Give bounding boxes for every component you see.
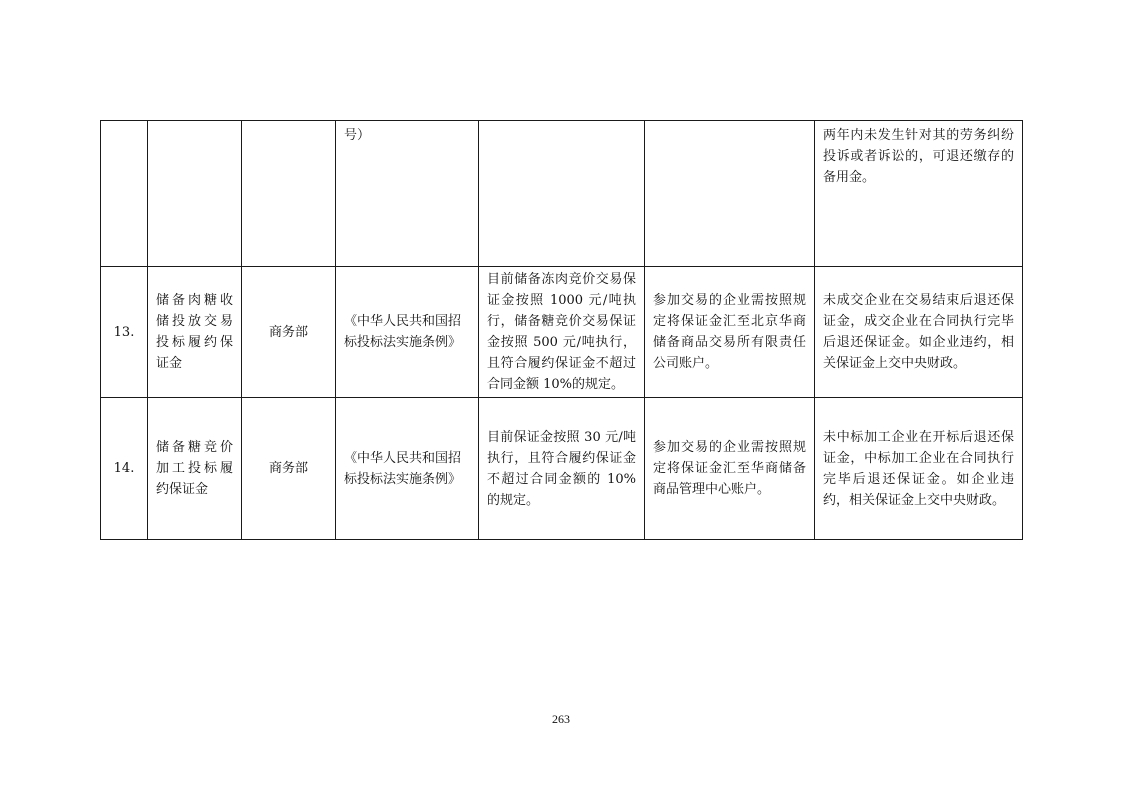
cell-method (645, 121, 815, 267)
cell-number: 13. (101, 267, 148, 398)
page-number: 263 (552, 712, 570, 726)
cell-refund: 两年内未发生针对其的劳务纠纷投诉或者诉讼的，可退还缴存的备用金。 (815, 121, 1023, 267)
table-row (101, 267, 1023, 398)
cell-basis: 号） (336, 121, 479, 267)
cell-standard: 目前储备冻肉竞价交易保证金按照 1000 元/吨执行，储备糖竞价交易保证金按照 500 元/吨执行，且符合履约保证金不超过合同金额 10%的规定。 (479, 267, 645, 398)
cell-name: 储备肉糖收储投放交易投标履约保证金 (148, 267, 242, 398)
cell-refund: 未中标加工企业在开标后退还保证金，中标加工企业在合同执行完毕后退还保证金。如企业违约，相关保证金上交中央财政。 (815, 398, 1023, 540)
table-row-continued (101, 121, 1023, 267)
cell-name: 储备糖竞价加工投标履约保证金 (148, 398, 242, 540)
table-row (101, 398, 1023, 540)
cell-department (242, 121, 336, 267)
deposit-table (100, 120, 1023, 540)
cell-department: 商务部 (242, 267, 336, 398)
cell-standard (479, 121, 645, 267)
cell-number: 14. (101, 398, 148, 540)
cell-department: 商务部 (242, 398, 336, 540)
cell-method: 参加交易的企业需按照规定将保证金汇至北京华商储备商品交易所有限责任公司账户。 (645, 267, 815, 398)
cell-basis: 《中华人民共和国招标投标法实施条例》 (336, 267, 479, 398)
cell-standard: 目前保证金按照 30 元/吨执行，且符合履约保证金不超过合同金额的 10%的规定。 (479, 398, 645, 540)
cell-basis: 《中华人民共和国招标投标法实施条例》 (336, 398, 479, 540)
cell-refund: 未成交企业在交易结束后退还保证金，成交企业在合同执行完毕后退还保证金。如企业违约，相关保证金上交中央财政。 (815, 267, 1023, 398)
cell-name (148, 121, 242, 267)
cell-method: 参加交易的企业需按照规定将保证金汇至华商储备商品管理中心账户。 (645, 398, 815, 540)
cell-number (101, 121, 148, 267)
